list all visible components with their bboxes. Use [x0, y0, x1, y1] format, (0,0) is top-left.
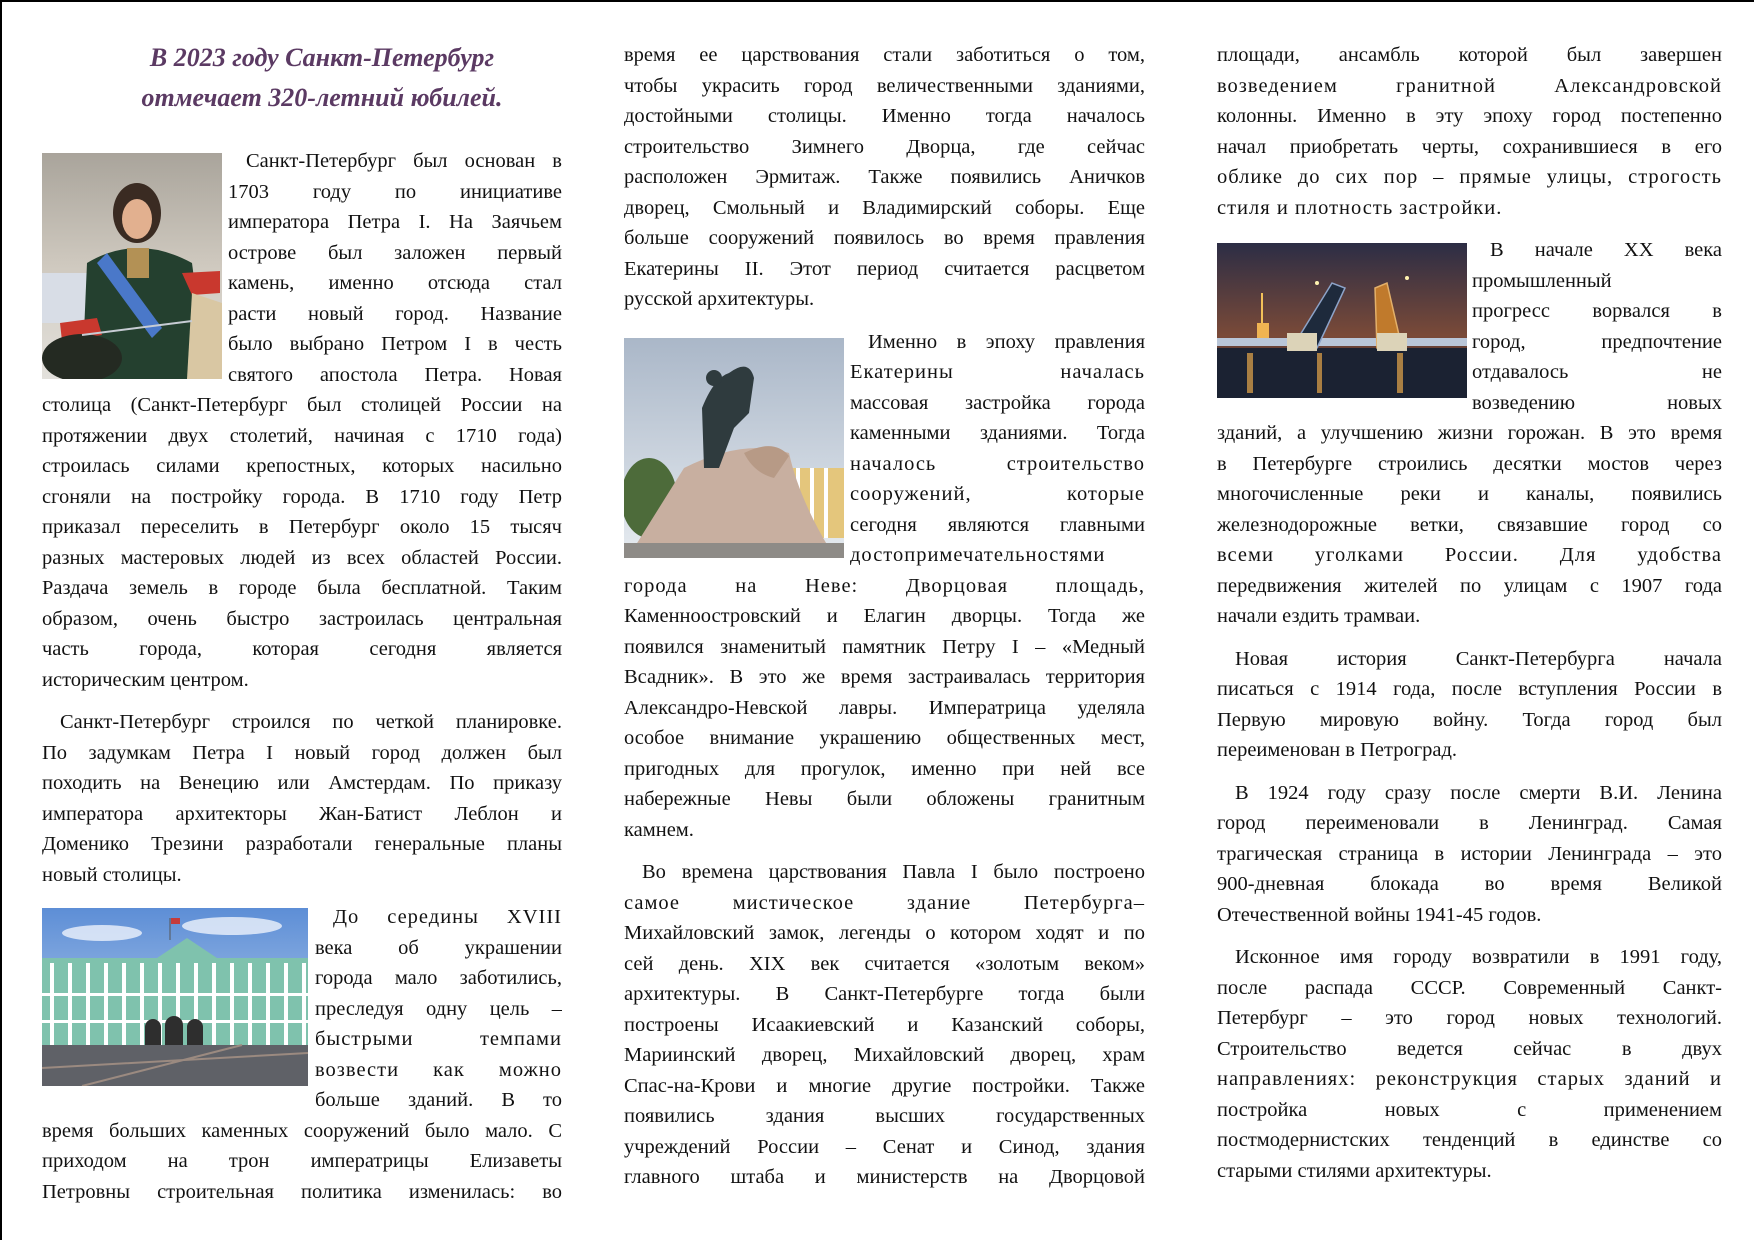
- text-line: колонны. Именно в эту эпоху город постепенно: [1217, 105, 1722, 127]
- text-line: писаться с 1914 года, после вступления России в: [1217, 678, 1722, 700]
- text-line: русской архитектуры.: [624, 288, 815, 310]
- text-line: постройка новых с применением: [1217, 1099, 1722, 1121]
- text-line: начали ездить трамваи.: [1217, 605, 1421, 627]
- text-line: архитектуры. В Санкт-Петербурге тогда были: [624, 983, 1145, 1005]
- text-line: часть города, которая сегодня является: [42, 638, 562, 660]
- text-line: учреждений России – Сенат и Синод, здания: [624, 1136, 1145, 1158]
- text-line: каменными зданиями. Тогда: [850, 422, 1145, 444]
- text-line: достопримечательностями: [850, 544, 1106, 566]
- text-line: приходом на трон императрицы Елизаветы: [42, 1150, 562, 1172]
- text-line: время ее царствования стали заботиться о том,: [624, 44, 1145, 66]
- text-line: особое внимание украшению общественных мест,: [624, 727, 1145, 749]
- text-line: главного штаба и министерств на Дворцовой: [624, 1166, 1145, 1188]
- text-line: площади, ансамбль которой был завершен: [1217, 44, 1722, 66]
- text-line: самое мистическое здание Петербурга–: [624, 892, 1145, 914]
- text-line: Михайловский замок, легенды о котором ходят и по: [624, 922, 1145, 944]
- text-line: строилась силами крепостных, которых насильно: [42, 455, 562, 477]
- text-line: города мало заботились,: [315, 967, 562, 989]
- text-line: дворец, Смольный и Владимирский соборы. Еще: [624, 197, 1145, 219]
- text-line: столица (Санкт-Петербург был столицей России на: [42, 394, 562, 416]
- page-border-left: [0, 0, 2, 1240]
- paragraph-first-line: Во времена царствования Павла I было построено: [642, 861, 1145, 883]
- text-line: Петровны строительная политика изменилась: во: [42, 1181, 562, 1203]
- text-line: зданий, а улучшению жизни горожан. В это время: [1217, 422, 1722, 444]
- text-line: возведению новых: [1472, 392, 1722, 414]
- text-line: Спас-на-Крови и многие другие постройки. Также: [624, 1075, 1145, 1097]
- text-line: камень, именно отсюда стал: [228, 272, 562, 294]
- page-border-top: [0, 0, 1754, 2]
- text-line: пригодных для прогулок, именно при ней все: [624, 758, 1145, 780]
- text-line: возвести как можно: [315, 1059, 562, 1081]
- text-line: отдавалось не: [1472, 361, 1722, 383]
- text-line: Всадник». В это же время застраивалась территория: [624, 666, 1145, 688]
- text-line: императора архитекторы Жан-Батист Леблон и: [42, 803, 562, 825]
- text-line: Отечественной войны 1941-45 годов.: [1217, 904, 1542, 926]
- text-line: в Петербурге строились десятки мостов через: [1217, 453, 1722, 475]
- text-line: чтобы украсить город величественными зданиями,: [624, 75, 1145, 97]
- text-line: строительство Зимнего Дворца, где сейчас: [624, 136, 1145, 158]
- text-line: построены Исаакиевский и Казанский соборы,: [624, 1014, 1145, 1036]
- paragraph-first-line: В начале XX века: [1490, 239, 1722, 261]
- text-line: Мариинский дворец, Михайловский дворец, храм: [624, 1044, 1145, 1066]
- paragraph-first-line: Новая история Санкт-Петербурга начала: [1235, 648, 1722, 670]
- paragraph-first-line: Санкт-Петербург строился по четкой планировке.: [60, 711, 562, 733]
- text-line: время больших каменных сооружений было мало. С: [42, 1120, 562, 1142]
- paragraph-first-line: Исконное имя городу возвратили в 1991 году,: [1235, 946, 1722, 968]
- text-line: было выбрано Петром I в честь: [228, 333, 562, 355]
- text-line: сегодня являются главными: [850, 514, 1145, 536]
- text-line: появился знаменитый памятник Петру I – «Медный: [624, 636, 1145, 658]
- text-line: больше зданий. В то: [315, 1089, 562, 1111]
- text-line: императора Петра I. На Заячьем: [228, 211, 562, 233]
- text-line: Петербург – это город новых технологий.: [1217, 1007, 1722, 1029]
- text-line: острове был заложен первый: [228, 242, 562, 264]
- text-line: появились здания высших государственных: [624, 1105, 1145, 1127]
- text-line: сооружений, которые: [850, 483, 1145, 505]
- image-winter-palace: [42, 908, 308, 1086]
- image-bronze-horseman: [624, 338, 844, 558]
- text-line: набережные Невы были обложены гранитным: [624, 788, 1145, 810]
- text-line: 900-дневная блокада во время Великой: [1217, 873, 1722, 895]
- text-line: приказал переселить в Петербург около 15 тысяч: [42, 516, 562, 538]
- text-line: направлениях: реконструкция старых зданий и: [1217, 1068, 1722, 1090]
- text-line: достойными столицы. Именно тогда началось: [624, 105, 1145, 127]
- text-line: передвижения жителей по улицам с 1907 года: [1217, 575, 1722, 597]
- page-title: [42, 38, 602, 118]
- text-line: расти новый город. Название: [228, 303, 562, 325]
- text-line: всеми уголками России. Для удобства: [1217, 544, 1722, 566]
- text-line: сгоняли на постройку города. В 1710 году Петр: [42, 486, 562, 508]
- text-line: сей день. XIX век считается «золотым веком»: [624, 953, 1145, 975]
- text-line: промышленный: [1472, 270, 1612, 292]
- paragraph-first-line: До середины XVIII: [333, 906, 562, 928]
- text-line: прогресс ворвался в: [1472, 300, 1722, 322]
- text-line: больше сооружений появилось во время правления: [624, 227, 1145, 249]
- title-line-1: В 2023 году Санкт-Петербург: [149, 43, 495, 72]
- text-line: трагическая страница в истории Ленинграда – это: [1217, 843, 1722, 865]
- text-line: По задумкам Петра I новый город должен был: [42, 742, 562, 764]
- text-line: город переименовали в Ленинград. Самая: [1217, 812, 1722, 834]
- text-line: железнодорожные ветки, связавшие город со: [1217, 514, 1722, 536]
- text-line: начал приобретать черты, сохранившиеся в его: [1217, 136, 1722, 158]
- text-line: старыми стилями архитектуры.: [1217, 1160, 1492, 1182]
- text-line: походить на Венецию или Амстердам. По приказу: [42, 772, 562, 794]
- text-line: Доменико Трезини разработали генеральные планы: [42, 833, 562, 855]
- text-line: постмодернистских тенденций в единстве со: [1217, 1129, 1722, 1151]
- text-line: Екатерины II. Этот период считается расцветом: [624, 258, 1145, 280]
- image-peter-the-great-portrait: [42, 153, 222, 379]
- text-line: Строительство ведется сейчас в двух: [1217, 1038, 1722, 1060]
- text-line: новый столицы.: [42, 864, 182, 886]
- text-line: многочисленные реки и каналы, появились: [1217, 483, 1722, 505]
- text-line: камнем.: [624, 819, 694, 841]
- text-line: быстрыми темпами: [315, 1028, 562, 1050]
- text-line: Первую мировую войну. Тогда город был: [1217, 709, 1722, 731]
- text-line: протяжении двух столетий, начиная с 1710 года): [42, 425, 562, 447]
- text-line: переименован в Петроград.: [1217, 739, 1458, 761]
- text-line: возведением гранитной Александровской: [1217, 75, 1722, 97]
- text-line: святого апостола Петра. Новая: [228, 364, 562, 386]
- paragraph-first-line: В 1924 году сразу после смерти В.И. Ленина: [1235, 782, 1722, 804]
- text-line: историческим центром.: [42, 669, 249, 691]
- text-line: облике до сих пор – прямые улицы, строгость: [1217, 166, 1722, 188]
- text-line: Екатерины началась: [850, 361, 1145, 383]
- text-line: город, предпочтение: [1472, 331, 1722, 353]
- text-line: образом, очень быстро застроилась центральная: [42, 608, 562, 630]
- text-line: века об украшении: [315, 937, 562, 959]
- text-line: после распада СССР. Современный Санкт-: [1217, 977, 1722, 999]
- text-line: массовая застройка города: [850, 392, 1145, 414]
- paragraph-first-line: Именно в эпоху правления: [868, 331, 1145, 353]
- text-line: Раздача земель в городе была бесплатной. Таким: [42, 577, 562, 599]
- text-line: 1703 году по инициативе: [228, 181, 562, 203]
- text-line: Александро-Невской лавры. Императрица уделяла: [624, 697, 1145, 719]
- text-line: началось строительство: [850, 453, 1145, 475]
- image-palace-bridge-night: [1217, 243, 1467, 398]
- text-line: преследуя одну цель –: [315, 998, 562, 1020]
- text-line: стиля и плотность застройки.: [1217, 197, 1503, 219]
- paragraph-first-line: Санкт-Петербург был основан в: [246, 150, 562, 172]
- text-line: расположен Эрмитаж. Также появились Аничков: [624, 166, 1145, 188]
- text-line: города на Неве: Дворцовая площадь,: [624, 575, 1145, 597]
- text-line: разных мастеровых людей из всех областей России.: [42, 547, 562, 569]
- text-line: Каменноостровский и Елагин дворцы. Тогда же: [624, 605, 1145, 627]
- title-line-2: отмечает 320-летний юбилей.: [141, 83, 503, 112]
